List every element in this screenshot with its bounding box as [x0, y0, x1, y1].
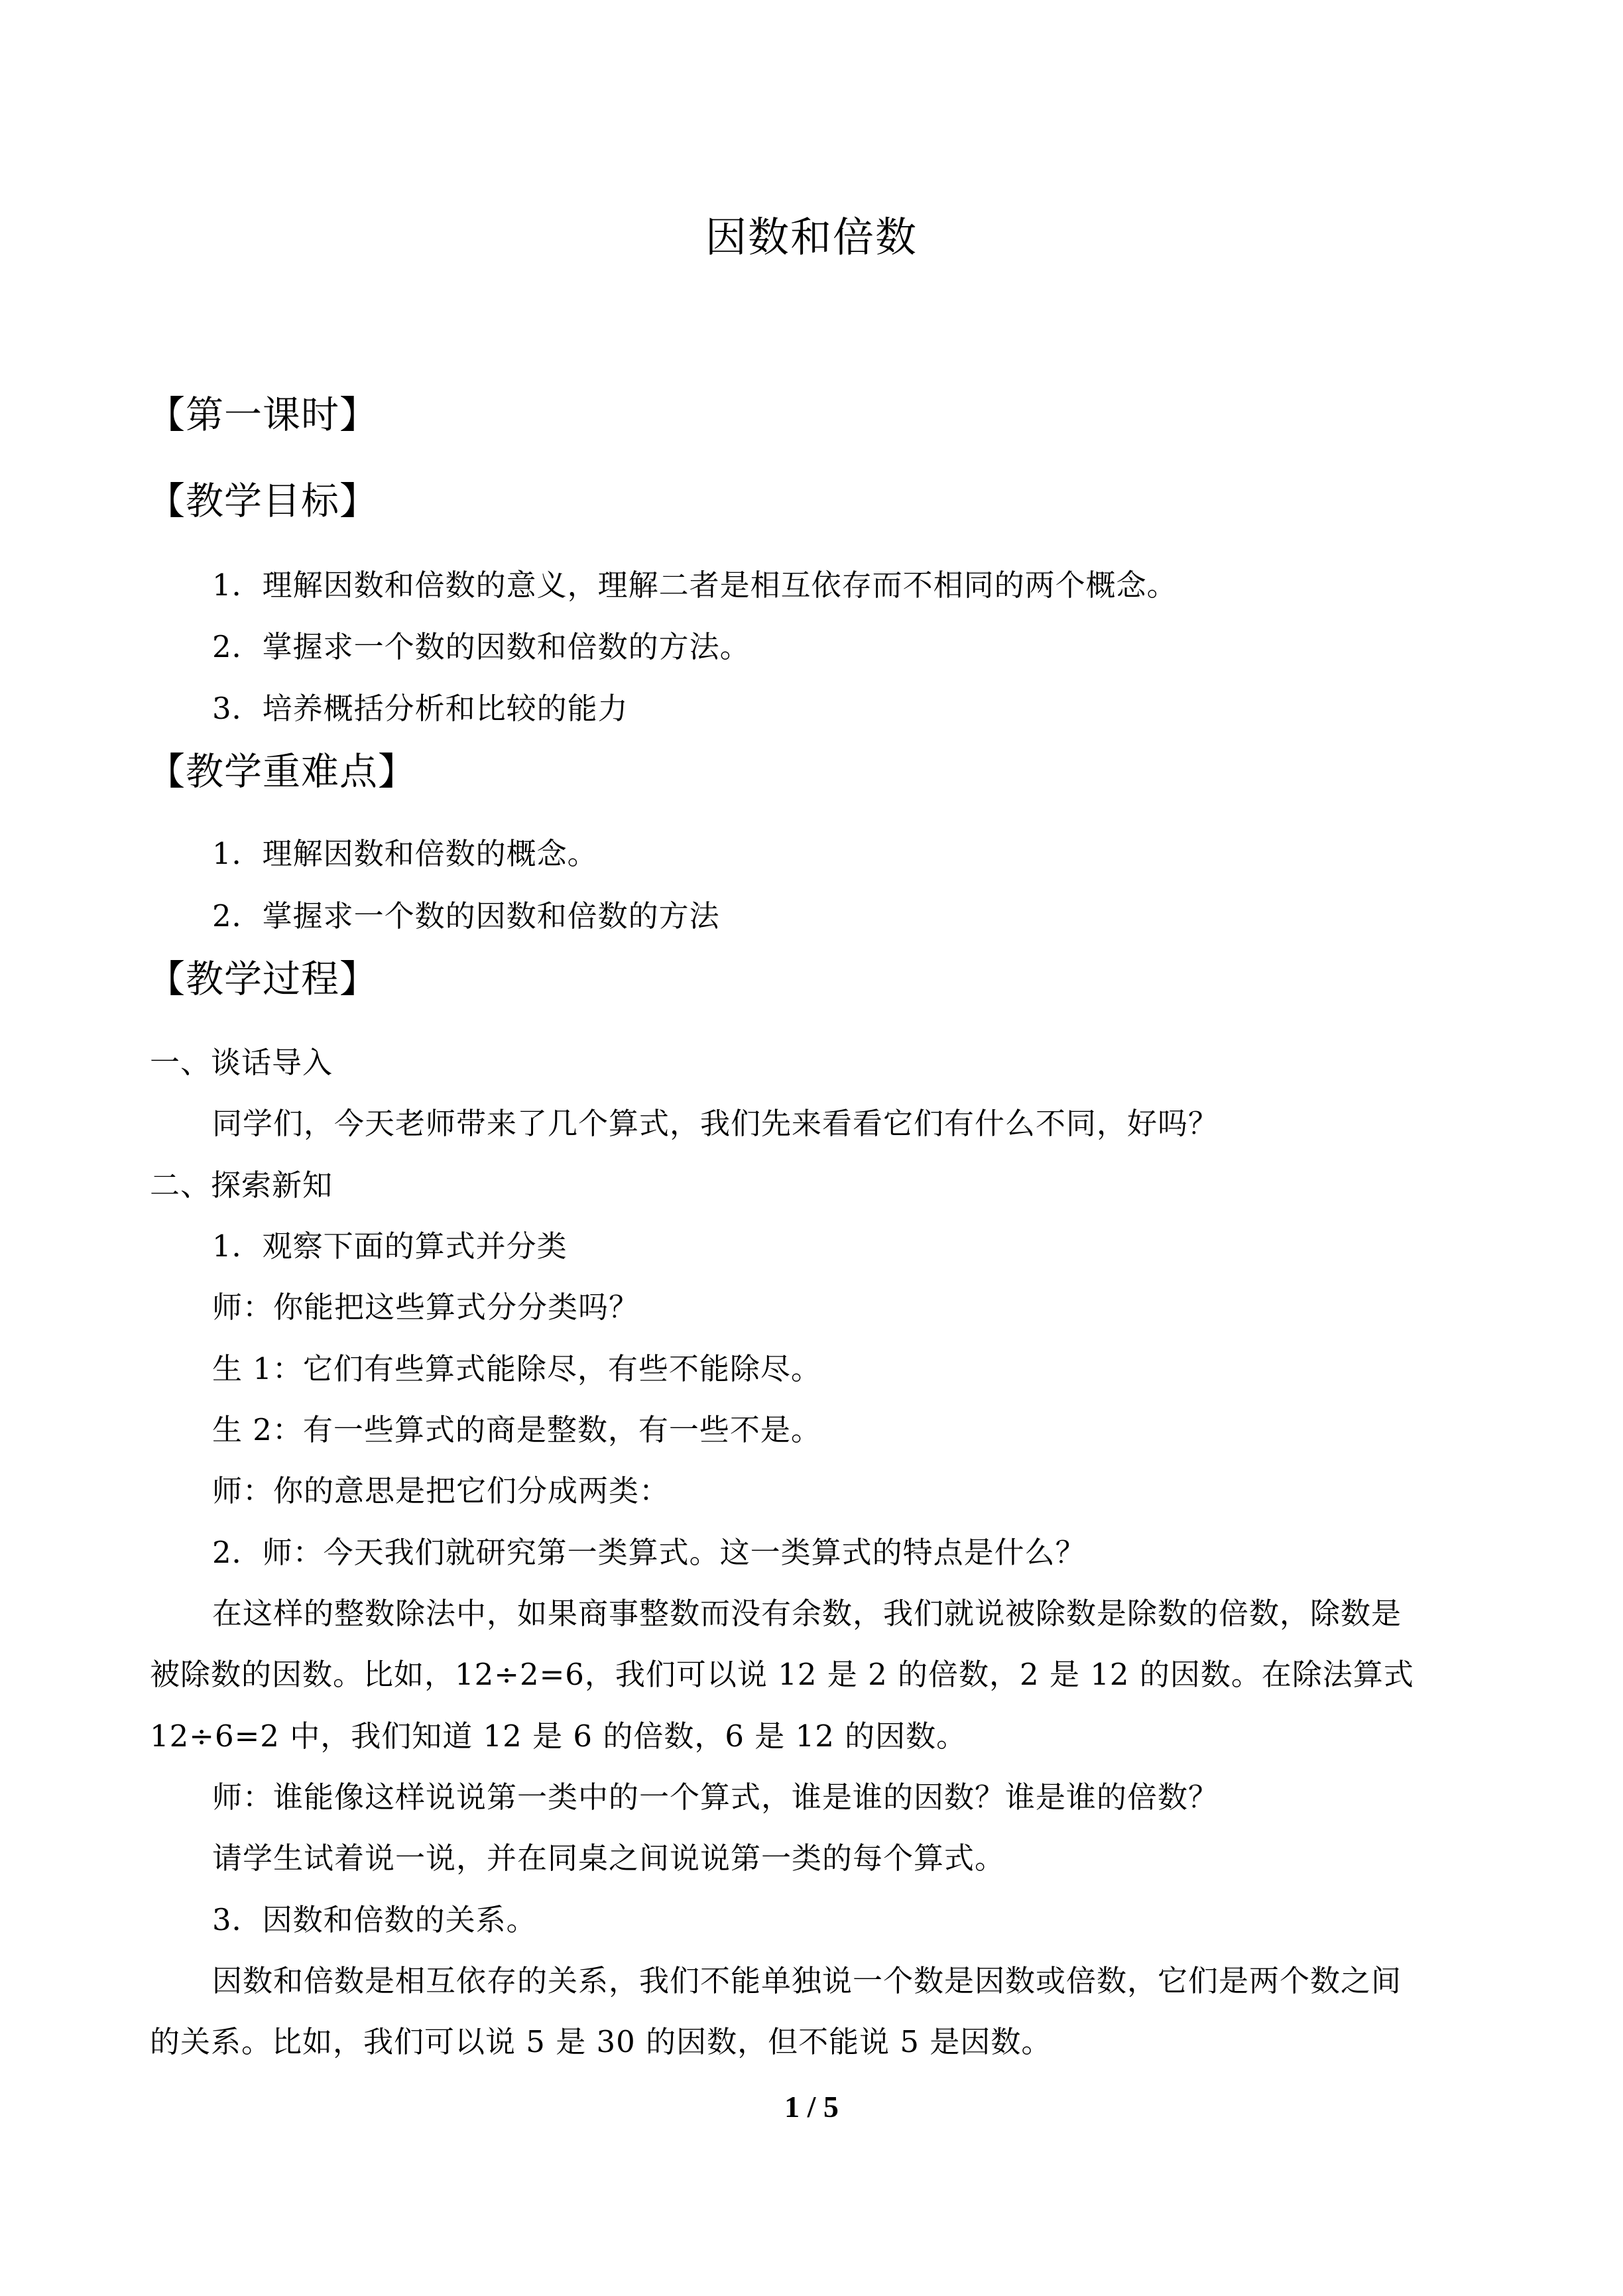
explore-line: 师：你能把这些算式分分类吗？ [212, 1290, 640, 1325]
explore-line: 1．观察下面的算式并分类 [212, 1229, 568, 1264]
practice-line: 师：谁能像这样说说第一类中的一个算式，谁是谁的因数？谁是谁的倍数？ [212, 1780, 1219, 1815]
page-indicator: 1 / 5 [784, 2090, 839, 2124]
key-point-item: 1．理解因数和倍数的概念。 [212, 836, 598, 871]
practice-line: 请学生试着说一说，并在同桌之间说说第一类的每个算式。 [212, 1841, 1006, 1876]
relationship-paragraph-line: 因数和倍数是相互依存的关系，我们不能单独说一个数是因数或倍数，它们是两个数之间 [212, 1963, 1402, 1998]
key-point-item: 2．掌握求一个数的因数和倍数的方法 [212, 898, 720, 934]
key-points-heading: 【教学重难点】 [147, 750, 416, 794]
practice-line: 3．因数和倍数的关系。 [212, 1902, 537, 1937]
explore-line: 生 1：它们有些算式能除尽，有些不能除尽。 [212, 1351, 821, 1386]
explore-line: 生 2：有一些算式的商是整数，有一些不是。 [212, 1412, 821, 1447]
explore-line: 师：你的意思是把它们分成两类： [212, 1473, 670, 1508]
intro-text: 同学们，今天老师带来了几个算式，我们先来看看它们有什么不同，好吗？ [212, 1106, 1219, 1141]
explore-line: 2．师：今天我们就研究第一类算式。这一类算式的特点是什么？ [212, 1535, 1086, 1570]
objective-item: 1．理解因数和倍数的意义，理解二者是相互依存而不相同的两个概念。 [212, 568, 1177, 603]
objectives-heading: 【教学目标】 [147, 479, 378, 523]
section-title-intro: 一、谈话导入 [150, 1045, 333, 1080]
section-title-explore: 二、探索新知 [150, 1168, 333, 1203]
process-heading: 【教学过程】 [147, 957, 378, 1001]
lesson-label: 【第一课时】 [147, 393, 378, 437]
definition-paragraph-line: 在这样的整数除法中，如果商事整数而没有余数，我们就说被除数是除数的倍数，除数是 [212, 1596, 1402, 1631]
definition-paragraph-line: 被除数的因数。比如，12÷2=6，我们可以说 12 是 2 的倍数，2 是 12 的因数。在除法算式 [150, 1657, 1414, 1692]
objective-item: 2．掌握求一个数的因数和倍数的方法。 [212, 629, 751, 664]
definition-paragraph-line: 12÷6=2 中，我们知道 12 是 6 的倍数，6 是 12 的因数。 [150, 1719, 967, 1754]
objective-item: 3．培养概括分析和比较的能力 [212, 691, 629, 726]
document-title: 因数和倍数 [705, 213, 918, 261]
relationship-paragraph-line: 的关系。比如，我们可以说 5 是 30 的因数，但不能说 5 是因数。 [150, 2024, 1052, 2059]
